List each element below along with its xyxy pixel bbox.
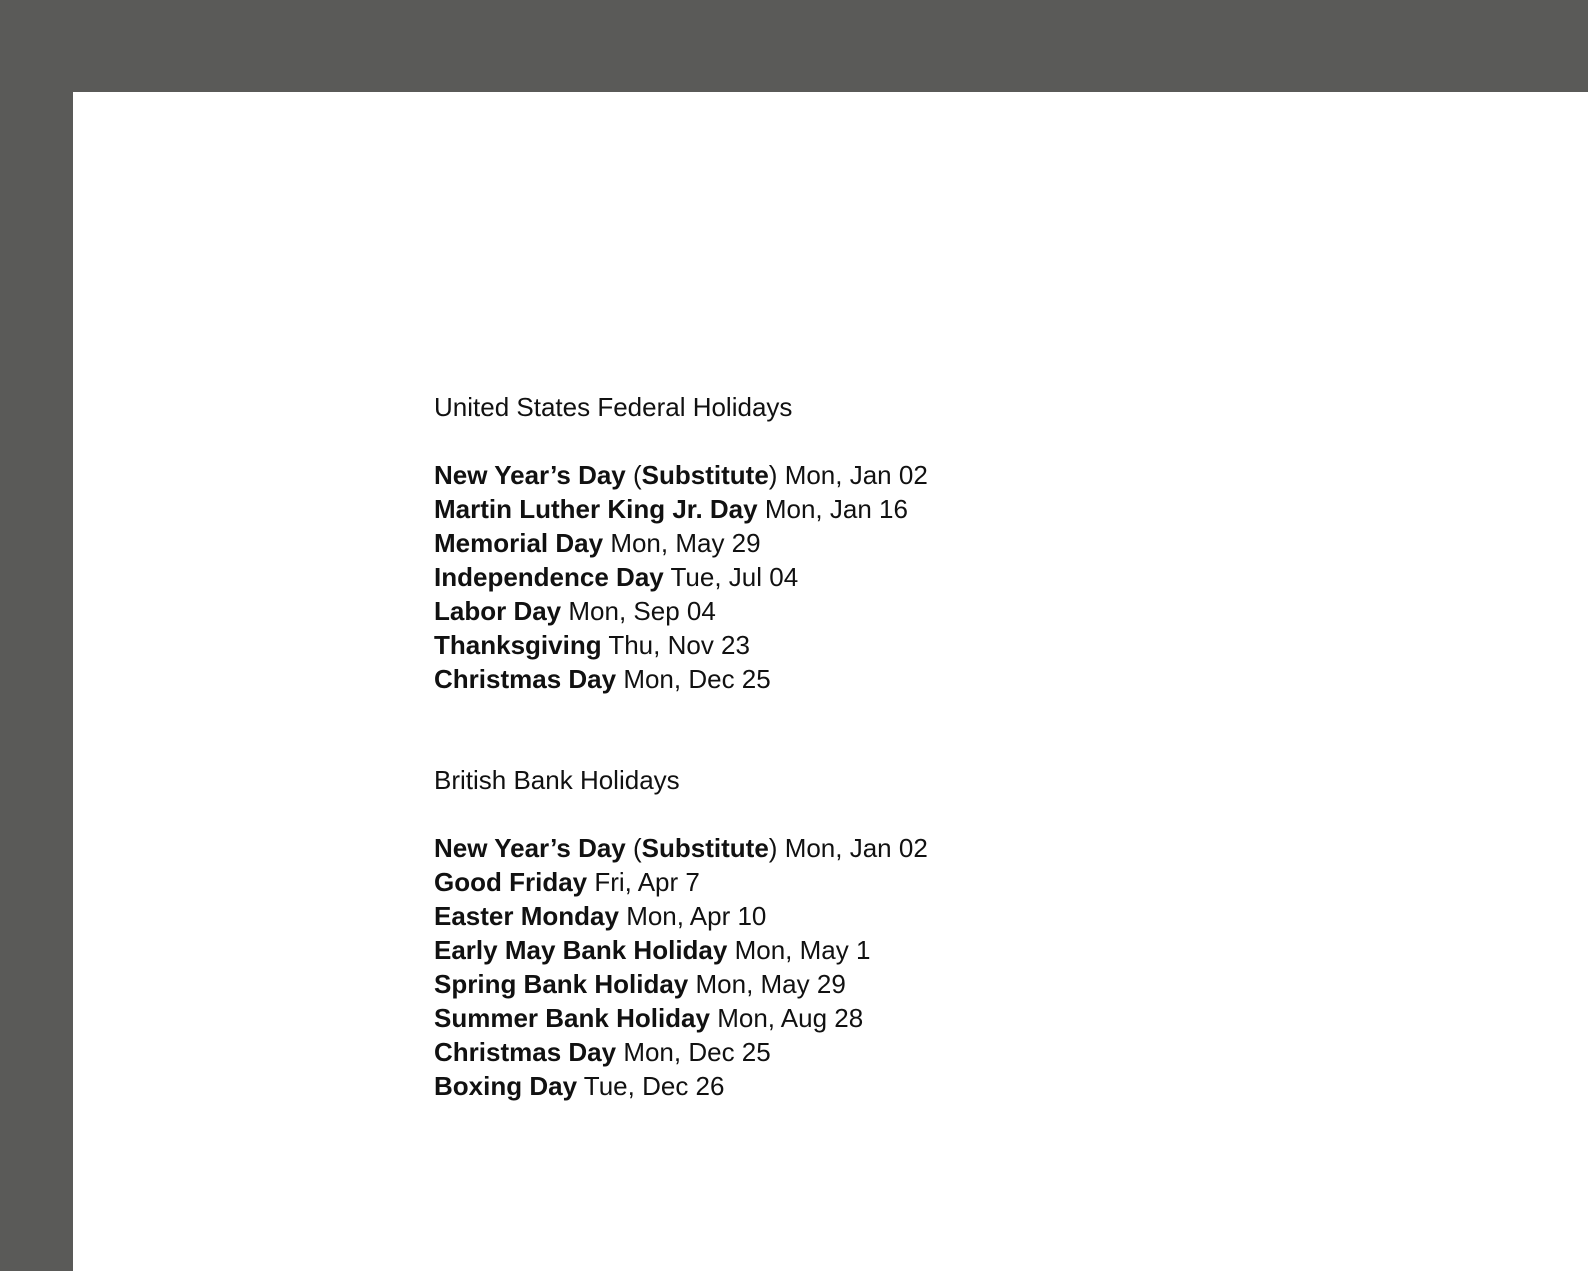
- list-item: Boxing Day Tue, Dec 26: [434, 1071, 725, 1101]
- list-item: Independence Day Tue, Jul 04: [434, 562, 799, 592]
- list-item: Labor Day Mon, Sep 04: [434, 596, 716, 626]
- uk-holidays-list: [434, 831, 928, 1103]
- document-page: [73, 92, 1588, 1271]
- list-item: Spring Bank Holiday Mon, May 29: [434, 969, 846, 999]
- list-item: Christmas Day Mon, Dec 25: [434, 664, 771, 694]
- list-item: Thanksgiving Thu, Nov 23: [434, 630, 750, 660]
- list-item: Martin Luther King Jr. Day Mon, Jan 16: [434, 494, 908, 524]
- list-item: Easter Monday Mon, Apr 10: [434, 901, 767, 931]
- list-item: Good Friday Fri, Apr 7: [434, 867, 700, 897]
- list-item: Memorial Day Mon, May 29: [434, 528, 761, 558]
- list-item: New Year’s Day (Substitute) Mon, Jan 02: [434, 460, 928, 490]
- list-item: Early May Bank Holiday Mon, May 1: [434, 935, 871, 965]
- list-item: Christmas Day Mon, Dec 25: [434, 1037, 771, 1067]
- list-item: Summer Bank Holiday Mon, Aug 28: [434, 1003, 864, 1033]
- us-holidays-title: United States Federal Holidays: [434, 392, 793, 422]
- uk-holidays-title: British Bank Holidays: [434, 765, 680, 795]
- document-content: [434, 390, 928, 1103]
- us-holidays-list: [434, 458, 928, 696]
- list-item: New Year’s Day (Substitute) Mon, Jan 02: [434, 833, 928, 863]
- section-spacer: [434, 696, 928, 763]
